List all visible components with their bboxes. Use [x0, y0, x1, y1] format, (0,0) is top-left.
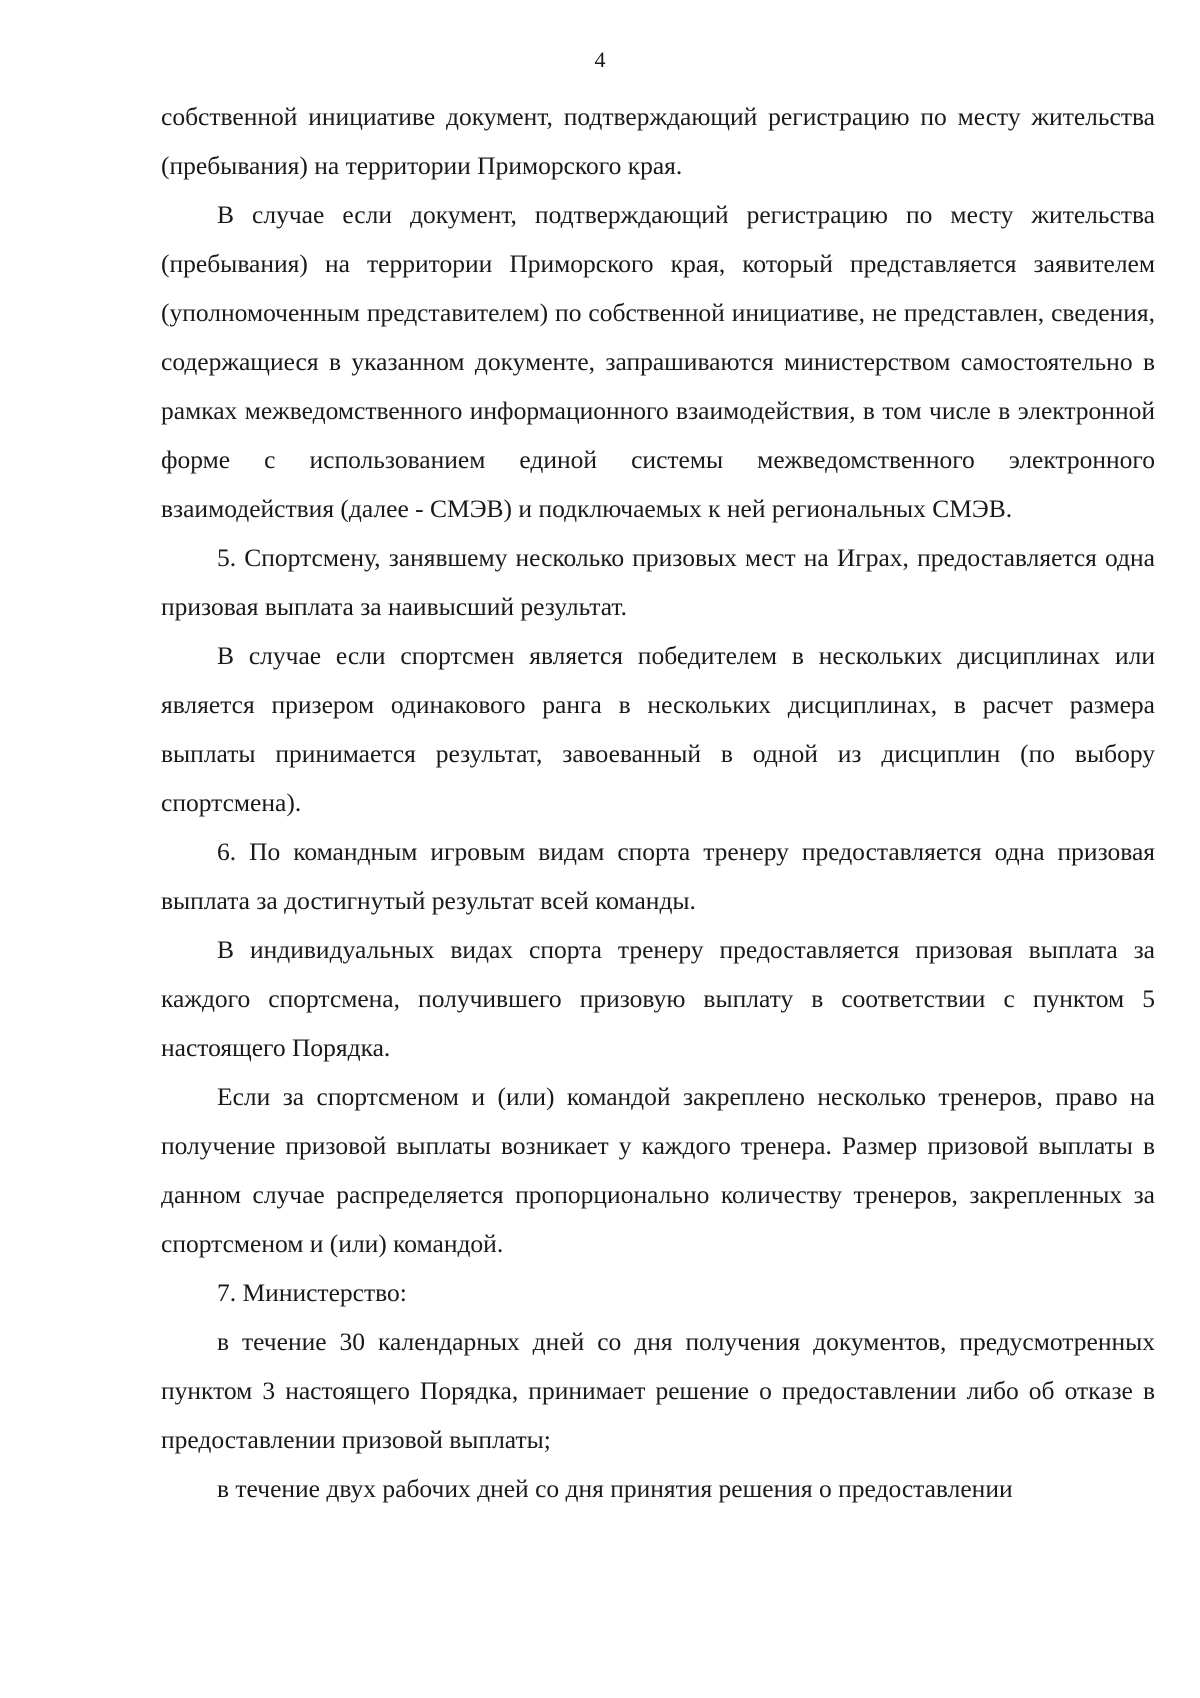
paragraph-item-7: 7. Министерство: — [217, 1278, 407, 1307]
paragraph-multiple-disciplines: В случае если спортсмен является победителем в нескольких дисциплинах или является призером одинакового ранга в нескольких дисциплинах, в расчет размера выплаты принимается результат, завоеванный в одной из дисциплин (по выбору спортсмена). — [161, 641, 1155, 817]
paragraph-registration-request: В случае если документ, подтверждающий регистрацию по месту жительства (пребывания) на территории Приморского края, который представляется заявителем (уполномоченным представителем) по собственной инициативе, не представлен, сведения, содержащиеся в указанном документе, запрашиваются министерством самостоятельно в рамках межведомственного информационного взаимодействия, в том числе в электронной форме с использованием единой системы межведомственного электронного взаимодействия (далее - СМЭВ) и подключаемых к ней региональных СМЭВ. — [161, 200, 1155, 523]
paragraph-decision-period: в течение 30 календарных дней со дня получения документов, предусмотренных пунктом 3 настоящего Порядка, принимает решение о предоставлении либо об отказе в предоставлении призовой выплаты; — [161, 1327, 1155, 1454]
paragraph-notification-period: в течение двух рабочих дней со дня принятия решения о предоставлении — [217, 1474, 1013, 1503]
document-body — [161, 92, 1155, 1513]
page-number: 4 — [594, 47, 606, 72]
paragraph-item-6: 6. По командным игровым видам спорта тренеру предоставляется одна призовая выплата за достигнутый результат всей команды. — [161, 837, 1155, 915]
paragraph-multiple-coaches: Если за спортсменом и (или) командой закреплено несколько тренеров, право на получение призовой выплаты возникает у каждого тренера. Размер призовой выплаты в данном случае распределяется пропорционально количеству тренеров, закрепленных за спортсменом и (или) командой. — [161, 1082, 1155, 1258]
paragraph-continuation: собственной инициативе документ, подтверждающий регистрацию по месту жительства (пребывания) на территории Приморского края. — [161, 102, 1155, 180]
paragraph-individual-sports: В индивидуальных видах спорта тренеру предоставляется призовая выплата за каждого спортсмена, получившего призовую выплату в соответствии с пунктом 5 настоящего Порядка. — [161, 935, 1155, 1062]
paragraph-item-5: 5. Спортсмену, занявшему несколько призовых мест на Играх, предоставляется одна призовая выплата за наивысший результат. — [161, 543, 1155, 621]
